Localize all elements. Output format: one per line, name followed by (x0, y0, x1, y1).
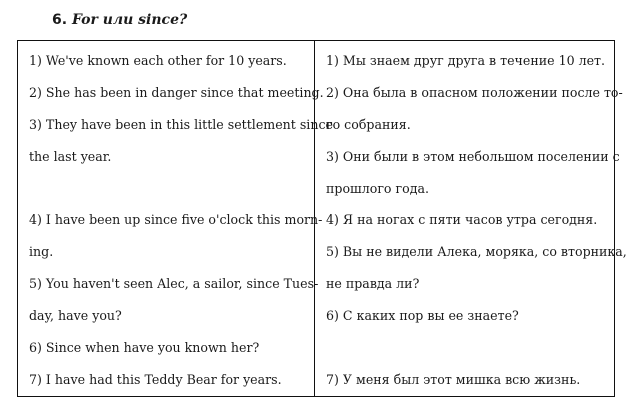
english-line: day, have you? (29, 308, 122, 323)
russian-line: 6) С каких пор вы ее знаете? (326, 308, 519, 323)
english-line: the last year. (29, 149, 112, 164)
english-line: 7) I have had this Teddy Bear for years. (29, 372, 282, 387)
exercise-number: 6. (52, 12, 68, 28)
english-column (18, 41, 333, 396)
translation-table (17, 40, 627, 397)
exercise-heading (52, 12, 187, 28)
russian-column (315, 41, 627, 396)
exercise-question: For или since? (71, 12, 188, 28)
russian-line: 4) Я на ногах с пяти часов утра сегодня. (326, 212, 598, 227)
english-line: 1) We've known each other for 10 years. (29, 53, 287, 68)
russian-line: прошлого года. (326, 181, 429, 196)
russian-line: 7) У меня был этот мишка всю жизнь. (326, 372, 581, 387)
russian-line: 5) Вы не видели Алека, моряка, со вторника, (326, 244, 627, 259)
english-line: 4) I have been up since five o'clock this morn- (29, 212, 323, 227)
russian-line: 3) Они были в этом небольшом поселении с (326, 149, 620, 164)
russian-line: 1) Мы знаем друг друга в течение 10 лет. (326, 53, 606, 68)
russian-line: не правда ли? (326, 276, 420, 291)
english-line: 2) She has been in danger since that meeting. (29, 85, 324, 100)
english-line: ing. (29, 244, 54, 259)
russian-line: го собрания. (326, 117, 411, 132)
russian-line: 2) Она была в опасном положении после то- (326, 85, 623, 100)
english-line: 6) Since when have you known her? (29, 340, 260, 355)
english-line: 5) You haven't seen Alec, a sailor, since Tues- (29, 276, 319, 291)
english-line: 3) They have been in this little settlement since (29, 117, 333, 132)
